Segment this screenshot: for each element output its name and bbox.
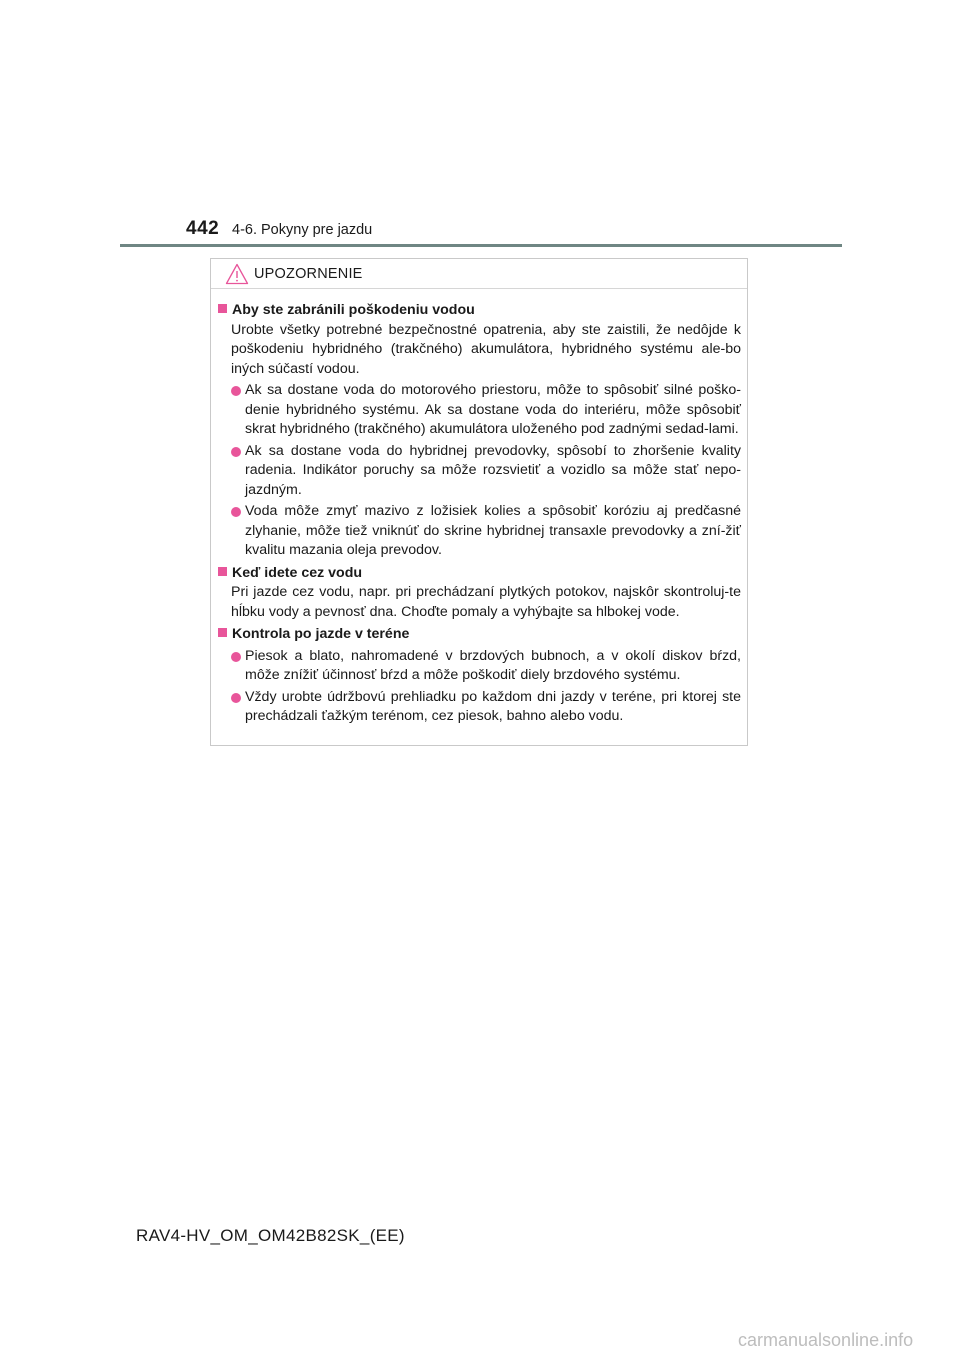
warning-content [211,289,747,727]
section-water-crossing [218,564,741,623]
list-item [231,502,741,561]
circle-bullet-icon [231,652,241,662]
circle-bullet-icon [231,507,241,517]
list-item-text: Vždy urobte údržbovú prehliadku po každom dni jazdy v teréne, pri ktorej ste prechádzali ťažkým terénom, cez piesok, bahno alebo vodu. [245,688,741,724]
list-item-text: Voda môže zmyť mazivo z ložisiek kolies a spôsobiť koróziu aj predčasné zlyhanie, môže tiež vniknúť do skrine hybridnej transaxle prevodovky a zní-žiť kvalitu mazania oleja prevodov. [245,503,741,558]
header-rule [120,244,842,247]
warning-box [210,258,748,746]
square-bullet-icon [218,304,227,313]
circle-bullet-icon [231,693,241,703]
section-title: 4-6. Pokyny pre jazdu [232,222,373,238]
circle-bullet-icon [231,386,241,396]
list-item-text: Ak sa dostane voda do motorového priestoru, môže to spôsobiť silné poško-denie hybridného systému. Ak sa dostane voda do interiéru, môže spôsobiť skrat hybridného (trakčného) akumulátora uloženého pod zadnými sedad-lami. [245,382,741,437]
list-item-text: Piesok a blato, nahromadené v brzdových bubnoch, a v okolí diskov bŕzd, môže znížiť účinnosť bŕzd a môže poškodiť diely brzdového systému. [245,647,741,683]
list-item [231,442,741,501]
document-code: RAV4-HV_OM_OM42B82SK_(EE) [136,1226,405,1245]
section-paragraph: Urobte všetky potrebné bezpečnostné opatrenia, aby ste zaistili, že nedôjde k poškodeniu hybridného (trakčného) akumulátora, hybridného systému ale-bo iných súčastí vodou. [231,321,741,377]
warning-header [211,259,747,289]
heading-text: Aby ste zabránili poškodeniu vodou [232,302,475,318]
square-bullet-icon [218,567,227,576]
section-paragraph: Pri jazde cez vodu, napr. pri prechádzaní plytkých potokov, najskôr skontroluj-te hĺbku vody a pevnosť dna. Choďte pomaly a vyhýbajte sa hlbokej vode. [231,584,741,620]
watermark: carmanualsonline.info [738,1330,914,1350]
heading-text: Keď idete cez vodu [232,564,363,581]
section-heading [218,301,741,321]
square-bullet-icon [218,628,227,637]
list-item-text: Ak sa dostane voda do hybridnej prevodovky, spôsobí to zhoršenie kvality radenia. Indikátor poruchy sa môže rozsvietiť a vozidlo sa môže stať nepo-jazdným. [245,442,741,498]
list-item [231,647,741,686]
warning-triangle-icon [225,263,249,285]
section-heading [218,625,741,645]
page-number: 442 [186,218,220,239]
section-heading [218,564,741,584]
list-item [231,381,741,440]
section-offroad-check [218,625,741,727]
heading-text: Kontrola po jazde v teréne [232,626,410,642]
warning-title: UPOZORNENIE [254,265,363,282]
list-item [231,688,741,727]
section-water-damage [218,301,741,561]
circle-bullet-icon [231,447,241,457]
